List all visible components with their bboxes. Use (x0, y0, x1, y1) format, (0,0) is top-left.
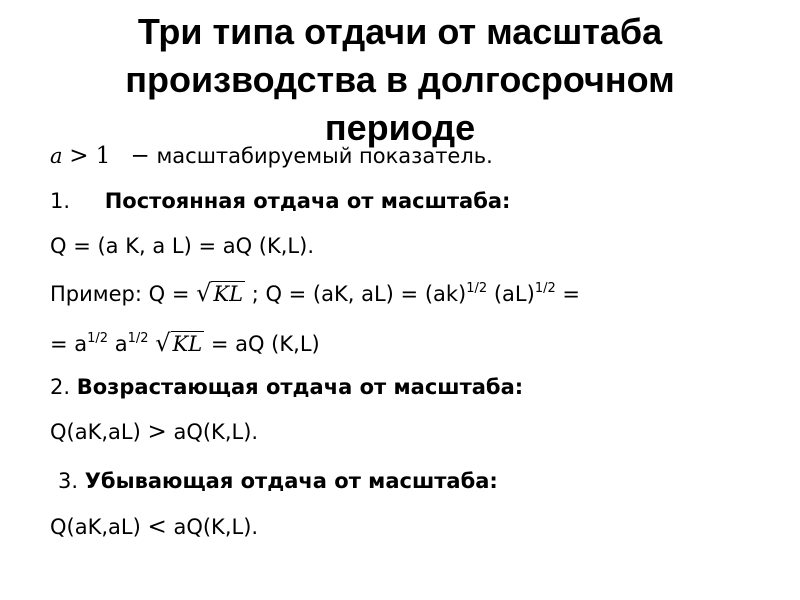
constant-returns-formula: Q = (a K, a L) = aQ (K,L). (50, 234, 314, 258)
exponent: 1/2 (534, 281, 556, 296)
less-than-sign: < (147, 514, 167, 540)
definition-text: масштабируемый показатель. (156, 144, 493, 168)
example-mid: ; Q = (aK, aL) = (ak) (245, 282, 467, 306)
greater-than-sign: > (147, 419, 167, 445)
dash: − (130, 143, 150, 169)
continuation-suffix: = aQ (K,L) (204, 332, 320, 356)
sqrt-argument: KL (172, 332, 203, 356)
heading-decreasing-returns (58, 467, 498, 495)
heading-increasing-returns (50, 373, 523, 401)
exponent: 1/2 (466, 281, 488, 296)
sqrt-argument: KL (213, 282, 244, 306)
sqrt-kl: √KL (196, 279, 244, 307)
formula-right: aQ(K,L). (173, 420, 259, 444)
continuation-prefix: = a (50, 332, 88, 356)
greater-than-one: > 1 (69, 143, 111, 169)
slide-title: Три типа отдачи от масштаба производства в долгосрочном периоде (125, 11, 675, 148)
formula-right: aQ(K,L). (173, 515, 259, 539)
continuation-mid: a (108, 332, 128, 356)
formula-left: Q(aK,aL) (50, 420, 141, 444)
sqrt-kl: √KL (155, 329, 203, 357)
formula-left: Q(aK,aL) (50, 515, 141, 539)
exponent: 1/2 (87, 331, 109, 346)
decreasing-returns-formula (50, 513, 258, 541)
increasing-returns-formula (50, 418, 258, 446)
heading-decreasing-returns-label: Убывающая отдача от масштаба: (84, 469, 498, 493)
exponent: 1/2 (127, 331, 149, 346)
heading-increasing-returns-label: Возрастающая отдача от масштаба: (76, 375, 524, 399)
list-number-3: 3. (58, 469, 79, 493)
example-prefix: Пример: Q = (50, 282, 197, 306)
heading-constant-returns (50, 187, 510, 215)
example-mid2: (aL) (487, 282, 535, 306)
scale-factor-definition (50, 142, 493, 170)
heading-constant-returns-label: Постоянная отдача от масштаба: (104, 189, 511, 213)
list-number-2: 2. (50, 375, 71, 399)
example-suffix: = (555, 282, 581, 306)
variable-a: a (50, 144, 63, 168)
example-formula (50, 279, 580, 308)
list-number-1: 1. (50, 189, 71, 213)
example-continuation (50, 329, 320, 358)
